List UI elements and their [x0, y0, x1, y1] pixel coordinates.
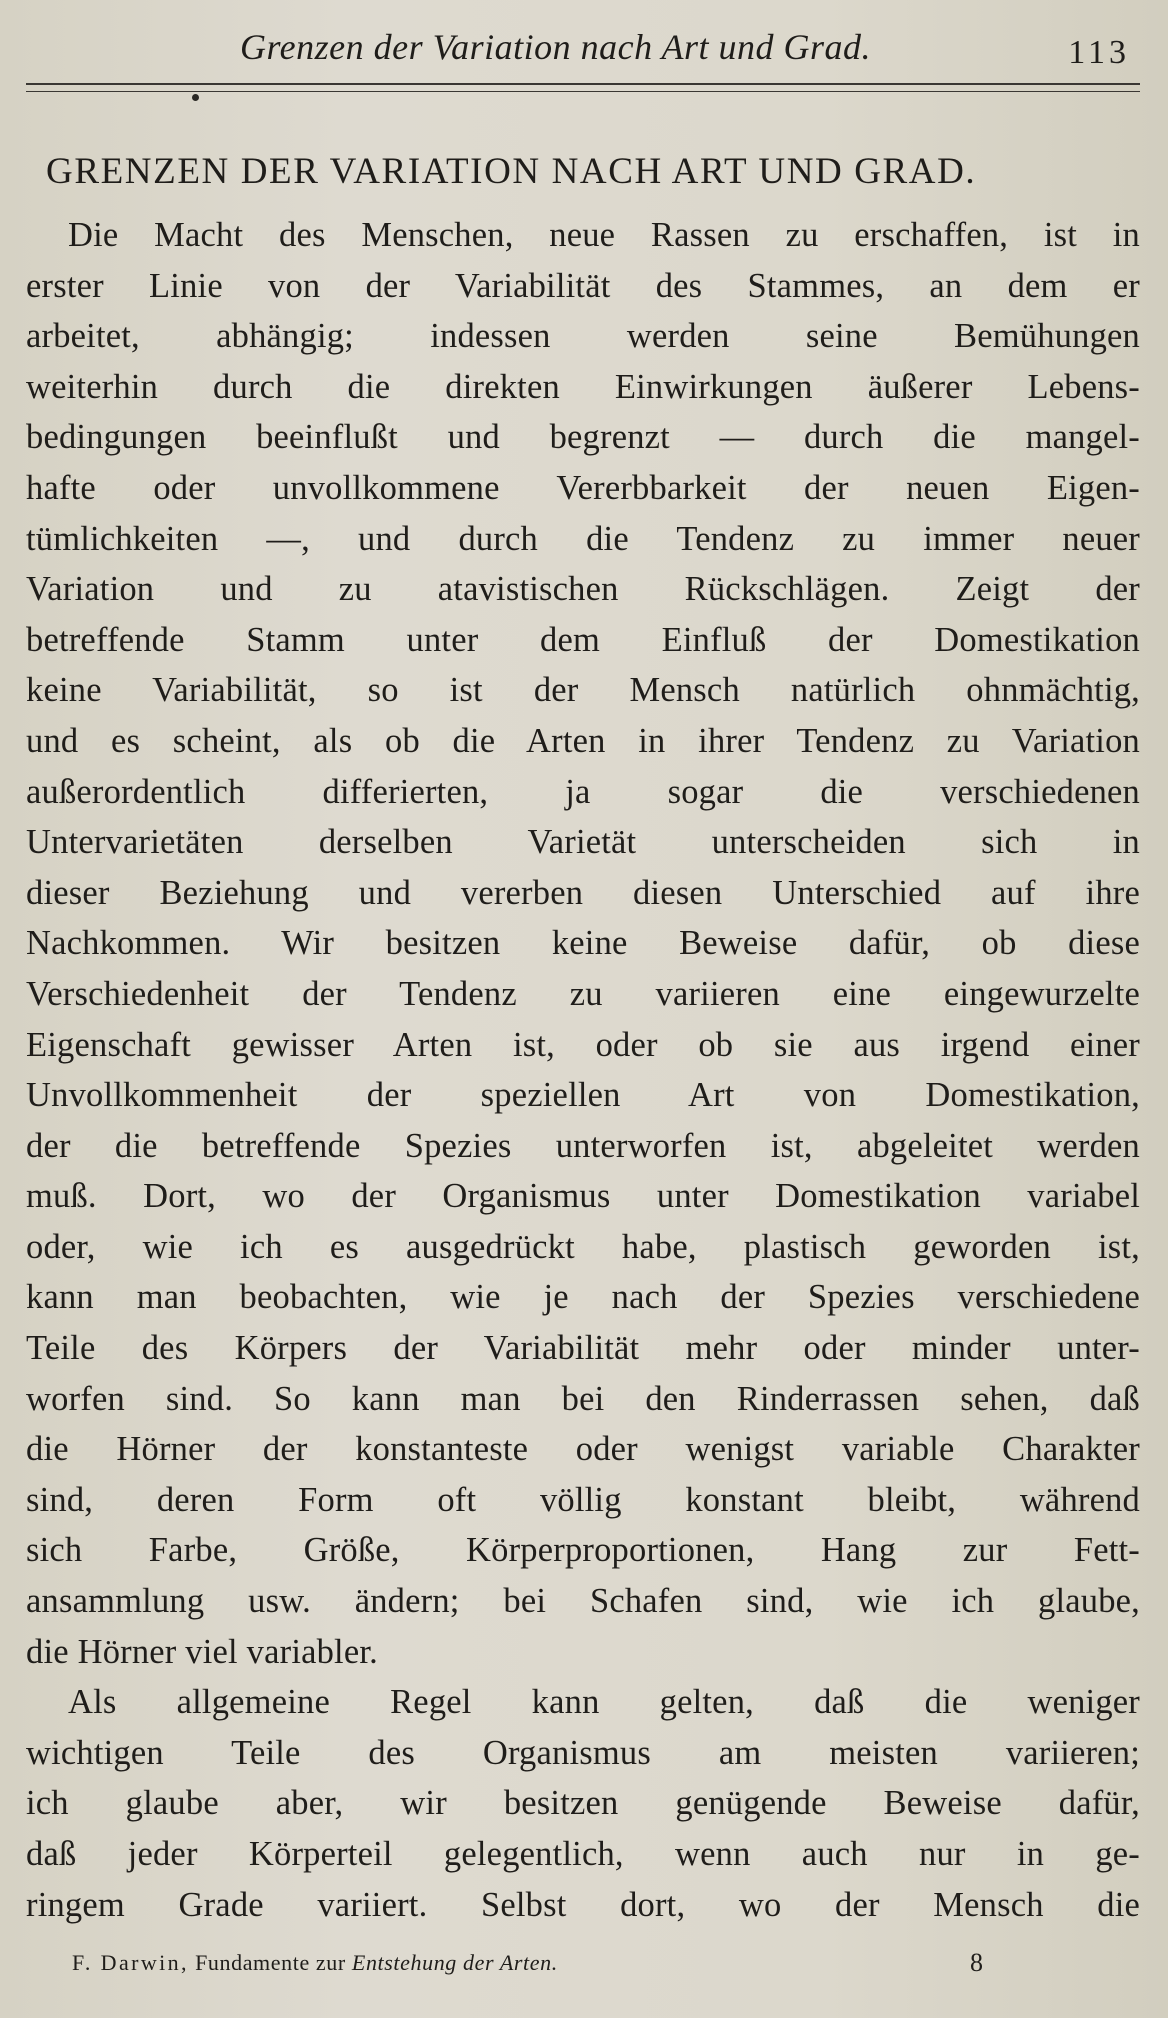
- text-line: Teile des Körpers der Variabilität mehr oder minder unter-: [26, 1329, 1140, 1368]
- ink-dot: [192, 94, 199, 101]
- text-line: worfen sind. So kann man bei den Rinderrassen sehen, daß: [26, 1379, 1140, 1418]
- text-line: Variation und zu atavistischen Rückschlägen. Zeigt der: [26, 570, 1140, 609]
- text-line: Untervarietäten derselben Varietät unterscheiden sich in: [26, 823, 1140, 862]
- text-line: wichtigen Teile des Organismus am meisten variieren;: [26, 1733, 1140, 1772]
- text-line: Eigenschaft gewisser Arten ist, oder ob sie aus irgend einer: [26, 1025, 1140, 1064]
- page-footer: [0, 1950, 1168, 1990]
- text-line: Nachkommen. Wir besitzen keine Beweise dafür, ob diese: [26, 924, 1140, 963]
- text-line: erster Linie von der Variabilität des Stammes, an dem er: [26, 266, 1140, 305]
- text-line: weiterhin durch die direkten Einwirkungen äußerer Lebens-: [26, 367, 1140, 406]
- paragraph: [26, 1677, 1140, 1930]
- text-line: kann man beobachten, wie je nach der Spezies verschiedene: [26, 1278, 1140, 1317]
- text-line: sind, deren Form oft völlig konstant bleibt, während: [26, 1480, 1140, 1519]
- text-line: die Hörner der konstanteste oder wenigst variable Charakter: [26, 1430, 1140, 1469]
- text-line: betreffende Stamm unter dem Einfluß der Domestikation: [26, 620, 1140, 659]
- footer-work-title: Entstehung der Arten.: [351, 1950, 558, 1975]
- running-title: Grenzen der Variation nach Art und Grad.: [240, 27, 871, 67]
- text-line: außerordentlich differierten, ja sogar die verschiedenen: [26, 772, 1140, 811]
- text-line: oder, wie ich es ausgedrückt habe, plastisch geworden ist,: [26, 1227, 1140, 1266]
- text-line: daß jeder Körperteil gelegentlich, wenn auch nur in ge-: [26, 1835, 1140, 1873]
- text-line: Die Macht des Menschen, neue Rassen zu erschaffen, ist in: [68, 216, 1140, 254]
- text-line: Als allgemeine Regel kann gelten, daß die weniger: [68, 1683, 1140, 1722]
- text-line: ich glaube aber, wir besitzen genügende Beweise dafür,: [26, 1784, 1140, 1823]
- text-line: tümlichkeiten —, und durch die Tendenz zu immer neuer: [26, 519, 1140, 558]
- footer-series: Fundamente zur: [195, 1950, 346, 1975]
- text-line: Unvollkommenheit der speziellen Art von Domestikation,: [26, 1076, 1140, 1115]
- footer-author: F. Darwin,: [72, 1950, 189, 1975]
- header-rule-thick: [26, 83, 1140, 85]
- text-line: hafte oder unvollkommene Vererbbarkeit der neuen Eigen-: [26, 468, 1140, 507]
- paragraph: [26, 210, 1140, 1677]
- text-line: keine Variabilität, so ist der Mensch natürlich ohnmächtig,: [26, 671, 1140, 710]
- running-head: [0, 26, 1168, 76]
- text-line: und es scheint, als ob die Arten in ihrer Tendenz zu Variation: [26, 721, 1140, 760]
- text-line: arbeitet, abhängig; indessen werden seine Bemühungen: [26, 317, 1140, 356]
- text-line: bedingungen beeinflußt und begrenzt — durch die mangel-: [26, 418, 1140, 457]
- page-number: 113: [1068, 34, 1130, 71]
- text-line: sich Farbe, Größe, Körperproportionen, Hang zur Fett-: [26, 1531, 1140, 1570]
- text-line: der die betreffende Spezies unterworfen ist, abgeleitet werden: [26, 1126, 1140, 1165]
- section-heading: GRENZEN DER VARIATION NACH ART UND GRAD.: [46, 151, 977, 192]
- text-line: dieser Beziehung und vererben diesen Unterschied auf ihre: [26, 873, 1140, 912]
- header-rule-thin: [26, 91, 1140, 92]
- text-line: ringem Grade variiert. Selbst dort, wo der Mensch die: [26, 1885, 1140, 1924]
- text-line: die Hörner viel variabler.: [26, 1632, 378, 1671]
- text-line: muß. Dort, wo der Organismus unter Domestikation variabel: [26, 1177, 1140, 1216]
- body-text: [26, 210, 1140, 1930]
- text-line: ansammlung usw. ändern; bei Schafen sind, wie ich glaube,: [26, 1582, 1140, 1621]
- footer-citation: [72, 1950, 558, 1976]
- signature-mark: 8: [970, 1948, 983, 1977]
- text-line: Verschiedenheit der Tendenz zu variieren eine eingewurzelte: [26, 974, 1140, 1013]
